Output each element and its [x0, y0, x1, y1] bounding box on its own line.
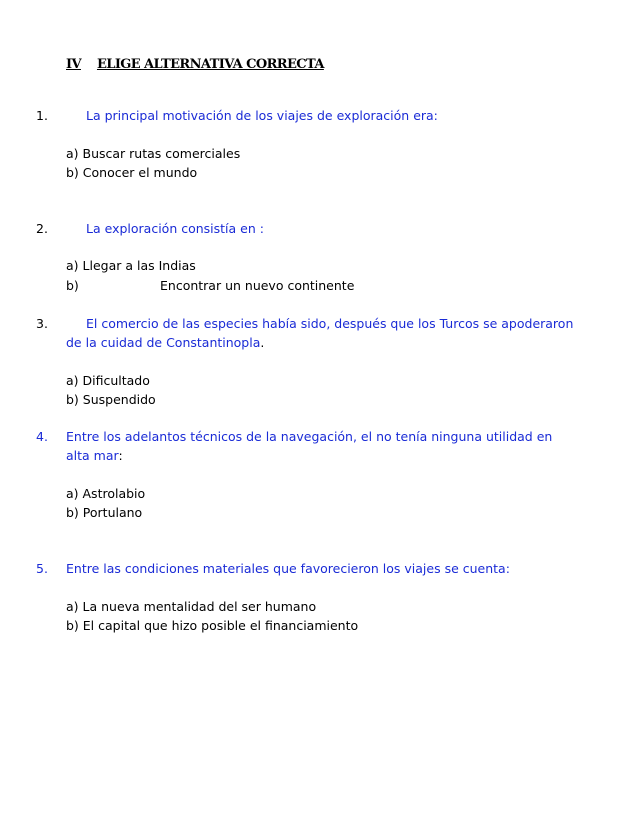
question-3-text-line-2-period: . [260, 335, 265, 350]
question-2-option-a: a) Llegar a las Indias [66, 258, 196, 273]
question-2-option-b-letter: b) [66, 278, 79, 293]
question-2-number: 2. [36, 221, 48, 236]
question-4-option-b: b) Portulano [66, 505, 143, 520]
question-1-option-a: a) Buscar rutas comerciales [66, 146, 241, 161]
question-1-text: La principal motivación de los viajes de exploración era: [86, 108, 438, 123]
question-4-text-line-2-body: alta mar [66, 448, 119, 463]
question-1-number: 1. [36, 108, 48, 123]
question-3-option-b: b) Suspendido [66, 392, 156, 407]
question-3-option-a: a) Dificultado [66, 373, 150, 388]
question-4-text-line-1: Entre los adelantos técnicos de la navegación, el no tenía ninguna utilidad en [66, 429, 553, 444]
section-heading [66, 57, 324, 72]
question-4-option-a: a) Astrolabio [66, 486, 146, 501]
question-3-text-line-2 [66, 333, 264, 352]
question-2-option-b-text: Encontrar un nuevo continente [160, 278, 355, 293]
question-5-option-a: a) La nueva mentalidad del ser humano [66, 599, 317, 614]
question-3-number: 3. [36, 316, 48, 331]
question-3-text-line-1: El comercio de las especies había sido, después que los Turcos se apoderaron [86, 316, 574, 331]
question-5-text: Entre las condiciones materiales que favorecieron los viajes se cuenta: [66, 561, 510, 576]
question-4-text-line-2-colon: : [118, 448, 123, 463]
section-title: ELIGE ALTERNATIVA CORRECTA [96, 57, 324, 72]
question-1-option-b: b) Conocer el mundo [66, 165, 198, 180]
section-number: IV [66, 57, 81, 72]
question-5-option-b: b) El capital que hizo posible el financiamiento [66, 618, 359, 633]
question-2-text: La exploración consistía en : [86, 221, 264, 236]
question-4-number: 4. [36, 429, 48, 444]
question-4-text-line-2 [66, 446, 123, 465]
question-3-text-line-2-body: de la cuidad de Constantinopla [66, 335, 261, 350]
question-5-number: 5. [36, 561, 48, 576]
